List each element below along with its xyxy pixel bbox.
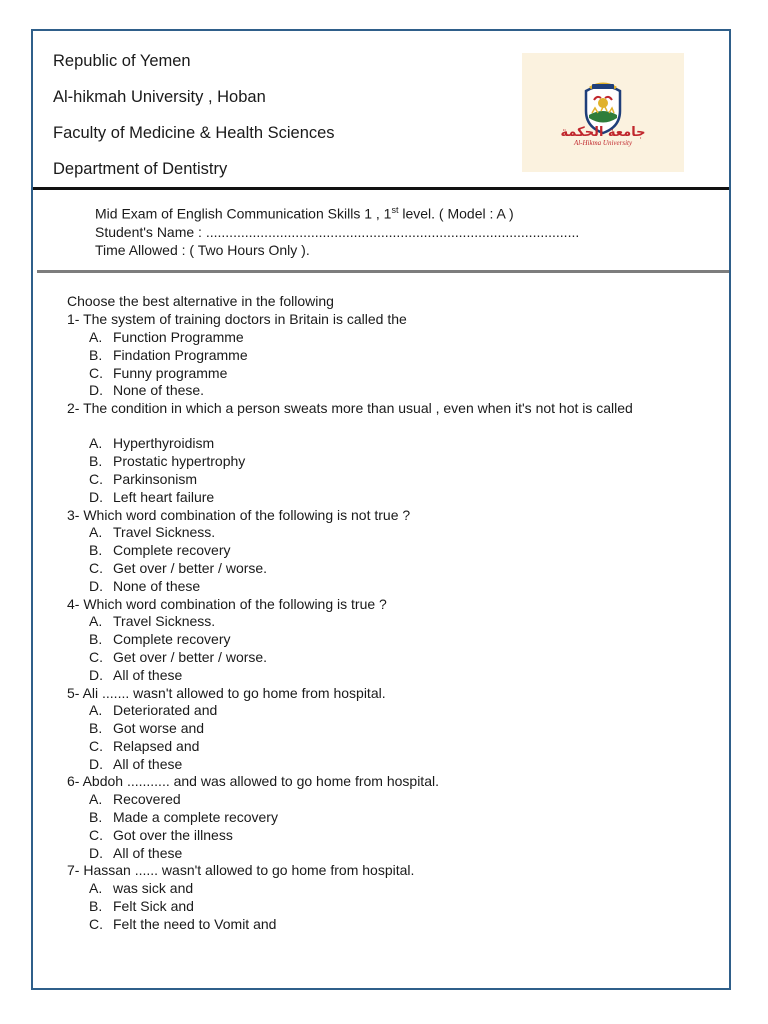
option-letter: A.: [89, 329, 103, 345]
option-text: All of these: [113, 667, 183, 683]
option-text: Findation Programme: [113, 347, 248, 363]
option-letter: A.: [89, 702, 103, 718]
option-letter: A.: [89, 791, 103, 807]
university-seal-icon: [522, 53, 684, 172]
option-text: Got over the illness: [113, 827, 233, 843]
option-letter: C.: [89, 560, 103, 576]
header-department: Department of Dentistry: [53, 160, 228, 178]
instructions: Choose the best alternative in the following: [67, 293, 334, 309]
option-letter: B.: [89, 453, 103, 469]
option-letter: C.: [89, 649, 103, 665]
option-text: Get over / better / worse.: [113, 649, 268, 665]
info-divider: [37, 270, 729, 273]
option-letter: D.: [89, 845, 103, 861]
option-text: Travel Sickness.: [113, 524, 216, 540]
option-text: None of these.: [113, 382, 205, 398]
time-allowed: Time Allowed : ( Two Hours Only ).: [95, 242, 310, 258]
option-text: Hyperthyroidism: [113, 435, 215, 451]
option-1a: [89, 329, 244, 345]
option-letter: A.: [89, 613, 103, 629]
option-letter: C.: [89, 365, 103, 381]
option-text: Funny programme: [113, 365, 228, 381]
option-text: Felt the need to Vomit and: [113, 916, 277, 932]
option-text: Made a complete recovery: [113, 809, 278, 825]
option-text: All of these: [113, 845, 183, 861]
question-4: 4- Which word combination of the following is true ?: [67, 596, 387, 612]
option-letter: A.: [89, 435, 103, 451]
option-3a: [89, 524, 215, 540]
option-text: Got worse and: [113, 720, 205, 736]
option-6a: [89, 791, 181, 807]
option-text: Parkinsonism: [113, 471, 198, 487]
header-country: Republic of Yemen: [53, 52, 191, 70]
option-letter: D.: [89, 578, 103, 594]
question-5: 5- Ali ....... wasn't allowed to go home from hospital.: [67, 685, 386, 701]
option-7b: [89, 898, 194, 914]
option-7a: [89, 880, 193, 896]
option-3d: [89, 578, 200, 594]
option-letter: C.: [89, 738, 103, 754]
option-4b: [89, 631, 231, 647]
option-6d: [89, 845, 182, 861]
option-letter: B.: [89, 809, 103, 825]
option-letter: D.: [89, 756, 103, 772]
option-letter: C.: [89, 471, 103, 487]
option-5d: [89, 756, 182, 772]
option-text: Travel Sickness.: [113, 613, 216, 629]
option-letter: A.: [89, 880, 103, 896]
option-text: Complete recovery: [113, 631, 231, 647]
option-5a: [89, 702, 217, 718]
option-text: All of these: [113, 756, 183, 772]
option-2b: [89, 453, 245, 469]
option-text: Get over / better / worse.: [113, 560, 268, 576]
exam-title: [95, 205, 514, 222]
option-text: Recovered: [113, 791, 181, 807]
header-university: Al-hikmah University , Hoban: [53, 88, 266, 106]
option-text: Left heart failure: [113, 489, 215, 505]
option-text: None of these: [113, 578, 201, 594]
header-faculty: Faculty of Medicine & Health Sciences: [53, 124, 335, 142]
option-text: Complete recovery: [113, 542, 231, 558]
logo-english-name: Al-Hikma University: [573, 139, 633, 147]
option-letter: B.: [89, 898, 103, 914]
option-text: Felt Sick and: [113, 898, 194, 914]
option-letter: A.: [89, 524, 103, 540]
header-divider: [33, 187, 729, 190]
option-2d: [89, 489, 214, 505]
option-text: Relapsed and: [113, 738, 200, 754]
option-6c: [89, 827, 233, 843]
university-logo: [522, 53, 684, 172]
question-6: 6- Abdoh ........... and was allowed to go home from hospital.: [67, 773, 439, 789]
option-letter: C.: [89, 916, 103, 932]
question-7: 7- Hassan ...... wasn't allowed to go home from hospital.: [67, 862, 415, 878]
option-2a: [89, 435, 214, 451]
exam-title-level: level. ( Model : A ): [398, 205, 514, 222]
option-1b: [89, 347, 248, 363]
option-letter: D.: [89, 667, 103, 683]
option-text: Function Programme: [113, 329, 244, 345]
option-1d: [89, 382, 204, 398]
option-5b: [89, 720, 204, 736]
option-2c: [89, 471, 197, 487]
option-letter: B.: [89, 631, 103, 647]
logo-arabic-name: جامعة الحكمة: [560, 125, 646, 140]
student-name-field: Student's Name : ................................................................................................: [95, 224, 580, 240]
option-1c: [89, 365, 227, 381]
option-text: Prostatic hypertrophy: [113, 453, 246, 469]
option-5c: [89, 738, 199, 754]
option-7c: [89, 916, 276, 932]
option-text: Deteriorated and: [113, 702, 218, 718]
option-letter: B.: [89, 542, 103, 558]
option-text: was sick and: [113, 880, 194, 896]
option-4d: [89, 667, 182, 683]
option-3b: [89, 542, 231, 558]
option-letter: B.: [89, 720, 103, 736]
exam-title-main: Mid Exam of English Communication Skills 1 , 1: [95, 205, 392, 222]
option-letter: D.: [89, 489, 103, 505]
option-letter: B.: [89, 347, 103, 363]
question-3: 3- Which word combination of the following is not true ?: [67, 507, 411, 523]
question-1: 1- The system of training doctors in Britain is called the: [67, 311, 407, 327]
option-3c: [89, 560, 267, 576]
option-letter: C.: [89, 827, 103, 843]
option-letter: D.: [89, 382, 103, 398]
option-4c: [89, 649, 267, 665]
option-6b: [89, 809, 278, 825]
exam-title-sup: st: [391, 205, 399, 215]
question-2: 2- The condition in which a person sweats more than usual , even when it's not hot is called: [67, 400, 633, 416]
option-4a: [89, 613, 215, 629]
